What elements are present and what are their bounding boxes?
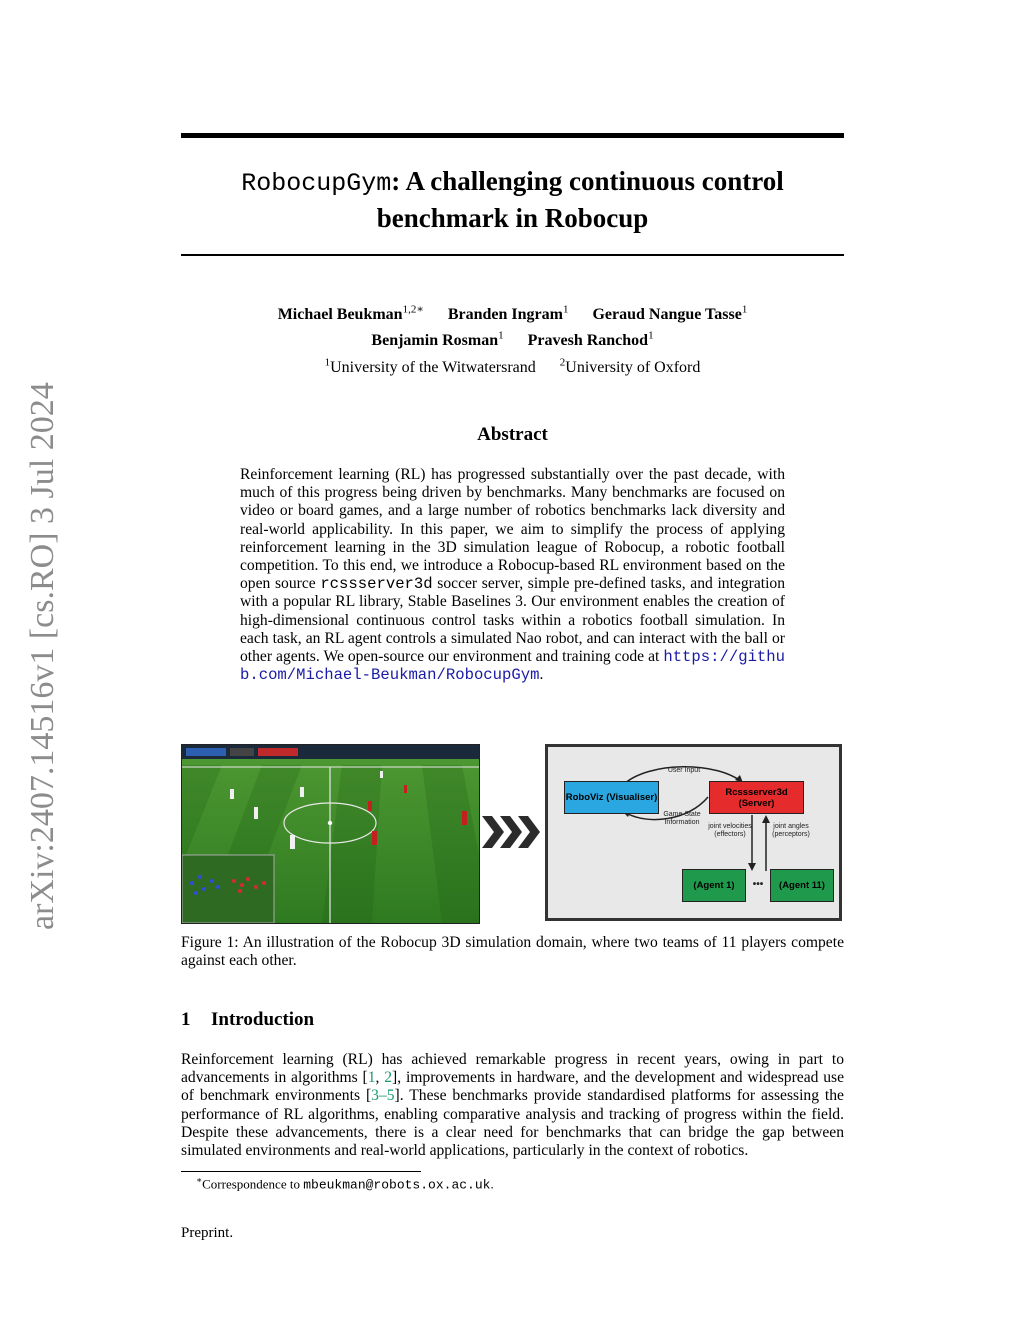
affiliations xyxy=(181,357,844,377)
joint-angles-label: joint angles (perceptors) xyxy=(772,823,810,838)
author: Michael Beukman$^{1,2∗}$ xyxy=(277,304,424,324)
ellipsis-dots: ••• xyxy=(752,879,764,890)
author: Pravesh Ranchod$^1$ xyxy=(527,329,654,349)
section-title: Introduction xyxy=(211,1009,315,1030)
agent-1-box: (Agent 1) xyxy=(682,869,746,902)
affiliation: $^1$University of the Witwatersrand xyxy=(324,357,536,377)
preprint-label: Preprint. xyxy=(181,1225,234,1241)
simulator-screenshot xyxy=(181,744,480,924)
citation-link[interactable]: 2 xyxy=(384,1069,393,1087)
roboviz-box: RoboViz (Visualiser) xyxy=(564,781,659,814)
repo-link[interactable]: https://github.com/Michael-Beukman/RobocupGym xyxy=(240,648,785,685)
author-list xyxy=(181,300,844,351)
citation-link[interactable]: 1 xyxy=(367,1069,376,1087)
paper-title xyxy=(181,164,844,235)
title-line2: benchmark in Robocup xyxy=(376,203,649,233)
chevron-arrows-icon xyxy=(482,812,544,852)
email: mbeukman@robots.ox.ac.uk xyxy=(303,1177,491,1193)
title-rule-top xyxy=(181,133,844,138)
code-rcssserver3d: rcssserver3d xyxy=(320,575,433,594)
joint-velocities-label: joint velocities (effectors) xyxy=(708,823,752,838)
section-number: 1 xyxy=(181,1009,191,1030)
soccer-field-image xyxy=(182,745,479,923)
intro-paragraph: Reinforcement learning (RL) has achieved remarkable progress in recent years, owing in part to advancements in algorithms [1, 2], improvements in hardware, and the development and widespread use of benchmark environments [3–5]. These benchmarks provide standardised platforms for assessing the performance of RL algorithms, enabling comparative analysis and tracking of progress within the field. Despite these advancements, there is a clear need for benchmarks that can bridge the gap between simulated environments and real-world applications, particularly in the context of robotics. xyxy=(181,1051,845,1160)
author: Branden Ingram$^1$ xyxy=(447,304,569,324)
section-heading xyxy=(181,1009,314,1031)
title-rest: : A challenging continuous control xyxy=(391,166,784,196)
author: Benjamin Rosman$^1$ xyxy=(371,329,504,349)
citation-link[interactable]: 3–5 xyxy=(371,1087,395,1105)
server-box: Rcssserver3d (Server) xyxy=(709,781,804,814)
architecture-diagram xyxy=(545,744,842,921)
figure-caption: Figure 1: An illustration of the Robocup 3D simulation domain, where two teams of 11 players compete against each other. xyxy=(181,934,844,970)
footnote-rule xyxy=(181,1171,421,1172)
user-input-label: User Input xyxy=(667,767,701,774)
author: Geraud Nangue Tasse$^1$ xyxy=(592,304,748,324)
agent-11-box: (Agent 11) xyxy=(770,869,834,902)
abstract-heading: Abstract xyxy=(477,424,548,445)
arxiv-identifier: arXiv:2407.14516v1 [cs.RO] 3 Jul 2024 xyxy=(24,382,61,930)
title-mono: RobocupGym xyxy=(241,169,392,198)
title-rule-bottom xyxy=(181,254,844,256)
affiliation: $^2$University of Oxford xyxy=(559,357,701,377)
footnote: ∗Correspondence to mbeukman@robots.ox.ac.uk. xyxy=(196,1175,494,1193)
game-state-label: Game State Information xyxy=(663,811,701,826)
abstract-body: Reinforcement learning (RL) has progressed substantially over the past decade, with much of this progress being driven by benchmarks. Many benchmarks are focused on video or board games, and a large number of robotics benchmarks lack diversity and real-world applicability. In this paper, we aim to simplify the process of applying reinforcement learning in the 3D simulation league of Robocup, a robotic football competition. To this end, we introduce a Robocup-based RL environment based on the open source rcssserver3d soccer server, simple pre-defined tasks, and integration with a popular RL library, Stable Baselines 3. Our environment enables the creation of high-dimensional continuous control tasks within a robotics football simulation. In each task, an RL agent controls a simulated Nao robot, and can interact with the ball or other agents. We open-source our environment and training code at https://github.com/Michael-Beukman/RobocupGym. xyxy=(240,466,785,685)
